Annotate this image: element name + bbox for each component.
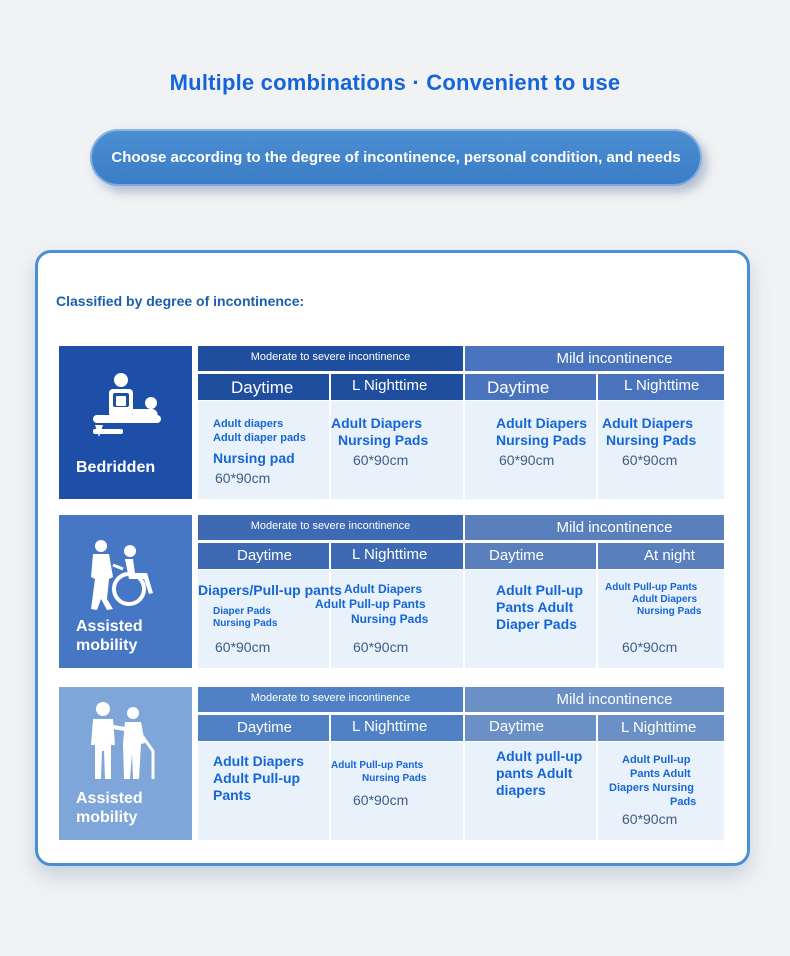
tab-nighttime: L Nighttime <box>598 374 724 400</box>
row-category-assisted-mobility <box>59 515 192 668</box>
section-label: Classified by degree of incontinence: <box>56 293 305 309</box>
product-name: Adult Pull-up Pants <box>331 760 424 771</box>
size-label: 60*90cm <box>622 639 678 655</box>
tab-nighttime: L Nighttime <box>598 715 724 741</box>
product-name: Adult Pull-up <box>496 582 584 598</box>
wheelchair-icon <box>83 539 167 611</box>
product-name: diapers <box>496 782 546 798</box>
product-name: Diapers Nursing <box>609 782 694 794</box>
category-label: Bedridden <box>76 459 156 476</box>
bedridden-icon <box>89 371 165 441</box>
category-label: Assisted <box>76 790 143 807</box>
product-name: Diapers/Pull-up pants <box>198 582 342 598</box>
mild-header: Mild incontinence <box>465 346 724 371</box>
product-name: Adult diaper pads <box>213 432 306 444</box>
product-cell <box>331 742 463 840</box>
mild-header: Mild incontinence <box>465 515 724 540</box>
product-name: Diaper Pads <box>213 606 271 617</box>
product-name: Nursing Pads <box>606 432 697 448</box>
tab-nighttime: L Nighttime <box>331 543 463 569</box>
size-label: 60*90cm <box>353 639 409 655</box>
tab-daytime: Daytime <box>198 543 329 569</box>
product-name: Diaper Pads <box>496 616 577 632</box>
tab-daytime: Daytime <box>198 374 329 400</box>
moderate-header: Moderate to severe incontinence <box>198 346 463 371</box>
mild-header: Mild incontinence <box>465 687 724 712</box>
product-name: Adult Diapers <box>344 582 423 596</box>
tab-at-night: At night <box>598 543 724 569</box>
walking-assist-icon <box>87 701 159 781</box>
size-label: 60*90cm <box>353 792 409 808</box>
product-name: Nursing pad <box>213 450 295 466</box>
size-label: 60*90cm <box>499 452 555 468</box>
product-name: Pants Adult <box>496 599 574 615</box>
row-category-assisted-mobility <box>59 687 192 840</box>
product-name: Pants Adult <box>630 768 691 780</box>
category-label: Assisted <box>76 618 143 635</box>
tab-nighttime: L Nighttime <box>331 374 463 400</box>
product-name: Nursing Pads <box>213 618 278 629</box>
product-name: Pads <box>670 796 697 808</box>
size-label: 60*90cm <box>622 811 678 827</box>
product-name: Adult Diapers <box>632 594 698 605</box>
product-name: Nursing Pads <box>637 606 702 617</box>
size-label: 60*90cm <box>353 452 409 468</box>
product-name: Pants <box>213 787 252 803</box>
product-name: Adult Diapers <box>602 415 694 431</box>
product-name: Adult Diapers <box>213 753 305 769</box>
product-name: Nursing Pads <box>496 432 587 448</box>
product-name: Adult Diapers <box>496 415 588 431</box>
product-name: Adult Pull-up <box>213 770 301 786</box>
category-label: mobility <box>76 637 138 654</box>
product-name: Adult Pull-up Pants <box>605 582 698 593</box>
product-name: Adult Pull-up Pants <box>315 597 426 611</box>
product-name: Adult Pull-up <box>622 754 691 766</box>
product-name: Nursing Pads <box>362 773 427 784</box>
tab-nighttime: L Nighttime <box>331 715 463 741</box>
product-name: pants Adult <box>496 765 573 781</box>
size-label: 60*90cm <box>215 639 271 655</box>
product-name: Adult Diapers <box>331 415 423 431</box>
tab-daytime: Daytime <box>198 715 329 741</box>
product-name: Adult diapers <box>213 418 284 430</box>
moderate-header: Moderate to severe incontinence <box>198 515 463 540</box>
tab-daytime: Daytime <box>465 543 596 569</box>
page-title: Multiple combinations · Convenient to use <box>169 70 621 95</box>
moderate-header: Moderate to severe incontinence <box>198 687 463 712</box>
row-category-bedridden <box>59 346 192 499</box>
tab-daytime: Daytime <box>465 715 596 741</box>
size-label: 60*90cm <box>215 470 271 486</box>
product-name: Adult pull-up <box>496 748 583 764</box>
category-label: mobility <box>76 809 138 826</box>
size-label: 60*90cm <box>622 452 678 468</box>
product-name: Nursing Pads <box>338 432 429 448</box>
product-name: Nursing Pads <box>351 612 429 626</box>
tab-daytime: Daytime <box>465 374 596 400</box>
selection-banner: Choose according to the degree of incontinence, personal condition, and needs <box>90 129 702 186</box>
